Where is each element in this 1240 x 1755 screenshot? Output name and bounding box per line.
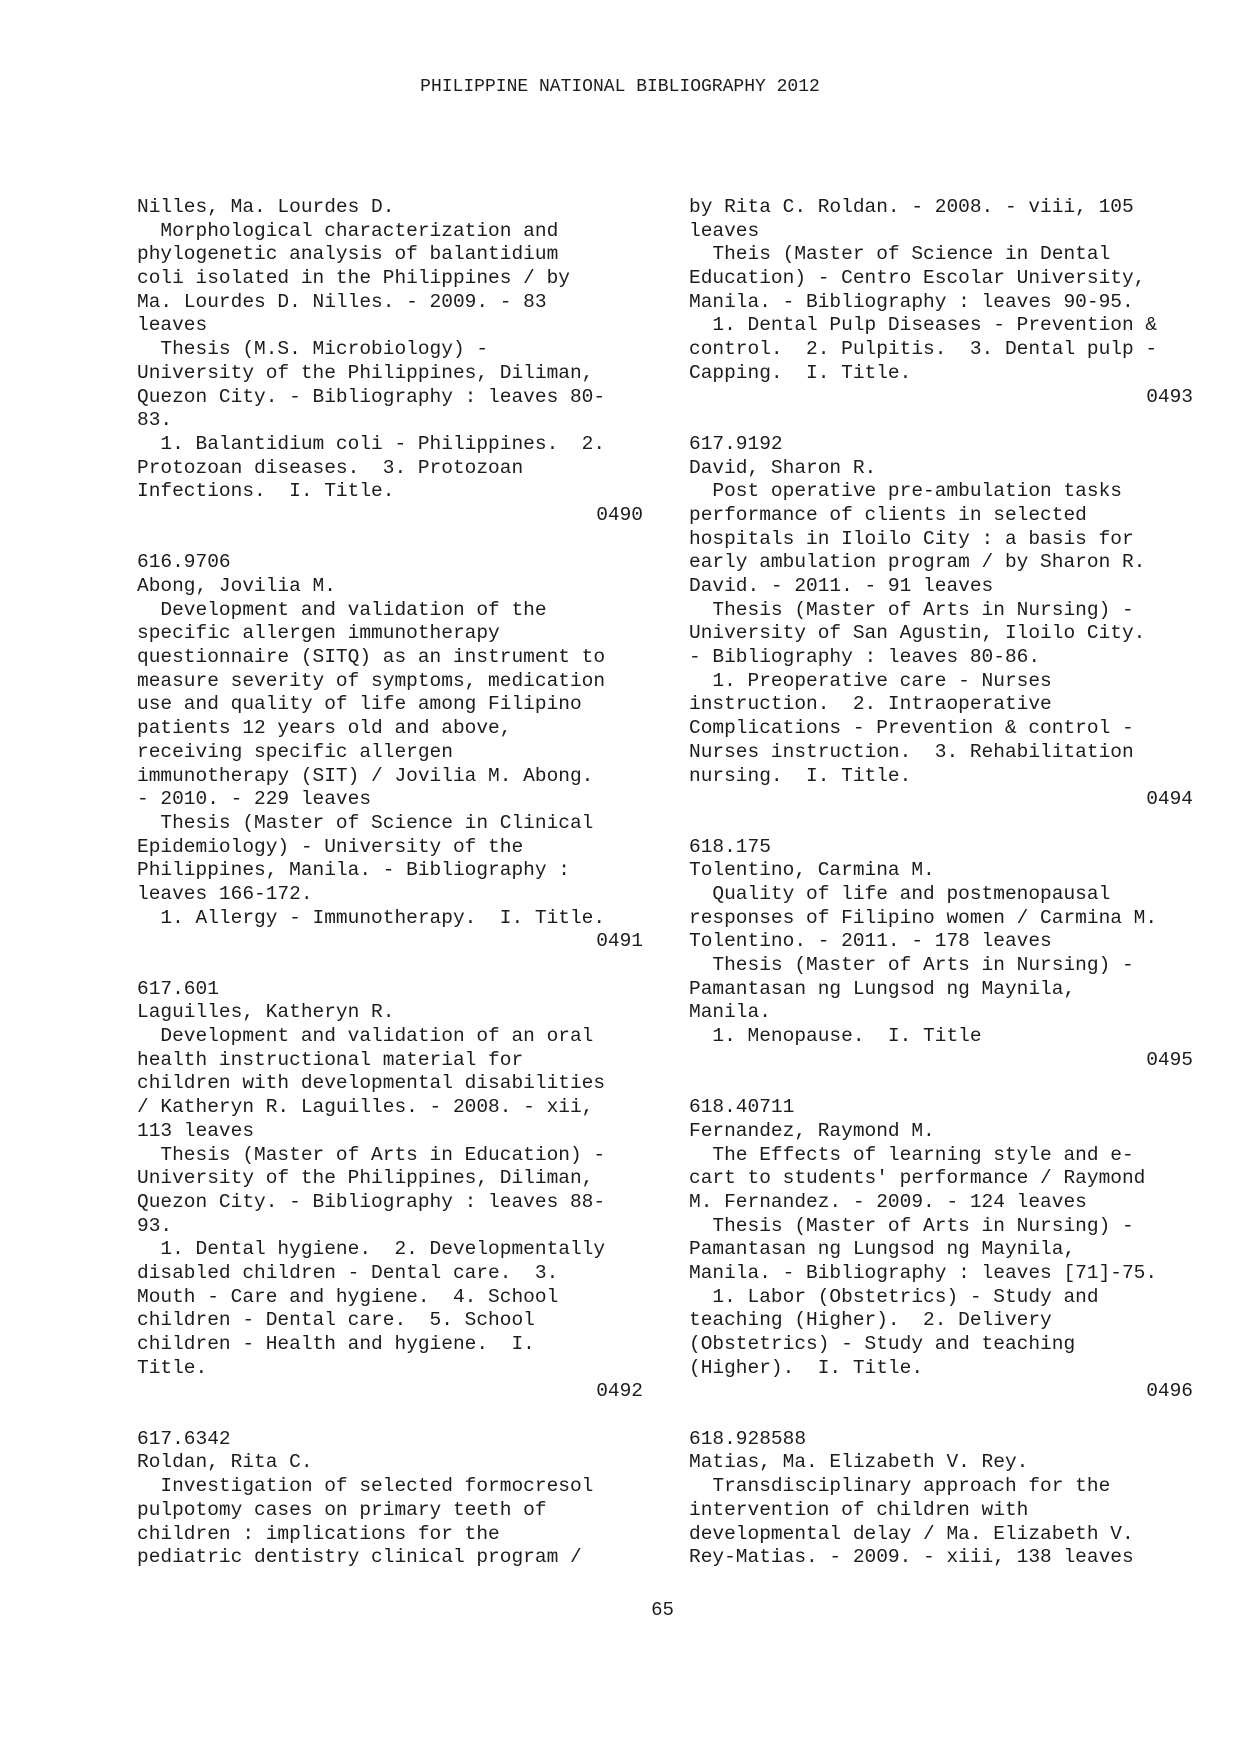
text-line: University of San Agustin, Iloilo City.: [689, 622, 1146, 645]
text-line: Manila.: [689, 1001, 771, 1024]
text-line: specific allergen immunotherapy: [137, 622, 500, 645]
text-line: patients 12 years old and above,: [137, 717, 512, 740]
text-line: Epidemiology) - University of the: [137, 835, 524, 858]
left-column: [137, 196, 643, 1570]
text-line: Thesis (Master of Arts in Nursing) -: [689, 1214, 1134, 1237]
text-line: Philippines, Manila. - Bibliography :: [137, 859, 570, 882]
text-line: Complications - Prevention & control -: [689, 717, 1134, 740]
entry-number-text: 0496: [1146, 1380, 1193, 1403]
right-column: [689, 196, 1193, 1570]
text-line: receiving specific allergen: [137, 740, 453, 763]
text-line: Investigation of selected formocresol: [137, 1475, 594, 1498]
text-line: David. - 2011. - 91 leaves: [689, 575, 994, 597]
entry-number: [137, 504, 643, 528]
text-line: responses of Filipino women / Carmina M.: [689, 906, 1158, 929]
text-line: 1. Allergy - Immunotherapy. I. Title.: [137, 906, 606, 929]
text-line: Roldan, Rita C.: [137, 1451, 313, 1474]
text-line: - 2010. - 229 leaves: [137, 788, 372, 811]
text-line: performance of clients in selected: [689, 503, 1087, 526]
text-line: use and quality of life among Filipino: [137, 693, 582, 716]
text-line: 93.: [137, 1214, 173, 1237]
text-line: Abong, Jovilia M.: [137, 575, 336, 597]
text-line: University of the Philippines, Diliman,: [137, 361, 594, 384]
text-line: Thesis (Master of Science in Clinical: [137, 811, 594, 834]
text-line: teaching (Higher). 2. Delivery: [689, 1309, 1052, 1332]
text-line: (Obstetrics) - Study and teaching: [689, 1333, 1076, 1355]
text-line: 617.601: [137, 977, 219, 1000]
text-line: Development and validation of the: [137, 598, 547, 621]
text-line: The Effects of learning style and e-: [689, 1143, 1134, 1166]
text-line: questionnaire (SITQ) as an instrument to: [137, 646, 606, 669]
text-line: 113 leaves: [137, 1119, 255, 1142]
entry-number-text: 0495: [1146, 1048, 1193, 1071]
text-line: Tolentino. - 2011. - 178 leaves: [689, 930, 1052, 953]
entry-number: [689, 788, 1193, 812]
text-line: / Katheryn R. Laguilles. - 2008. - xii,: [137, 1096, 594, 1119]
text-line: health instructional material for: [137, 1048, 524, 1071]
text-line: Manila. - Bibliography : leaves 90-95.: [689, 290, 1134, 313]
text-line: by Rita C. Roldan. - 2008. - viii, 105: [689, 196, 1134, 218]
text-line: 618.928588: [689, 1427, 807, 1450]
text-line: nursing. I. Title.: [689, 764, 912, 787]
text-line: Thesis (Master of Arts in Education) -: [137, 1143, 606, 1166]
text-line: Protozoan diseases. 3. Protozoan: [137, 456, 524, 479]
text-line: 1. Menopause. I. Title: [689, 1025, 982, 1048]
page-number: 65: [651, 1599, 674, 1621]
text-line: Mouth - Care and hygiene. 4. School: [137, 1285, 559, 1308]
blank-line: [689, 812, 1193, 836]
text-line: Ma. Lourdes D. Nilles. - 2009. - 83: [137, 290, 547, 313]
text-line: leaves: [137, 314, 208, 337]
entry-number: [137, 930, 643, 954]
text-line: cart to students' performance / Raymond: [689, 1167, 1146, 1190]
text-line: David, Sharon R.: [689, 456, 877, 479]
text-line: - Bibliography : leaves 80-86.: [689, 646, 1041, 669]
entry-number: [137, 1380, 643, 1404]
text-line: Quality of life and postmenopausal: [689, 882, 1111, 905]
text-line: Nurses instruction. 3. Rehabilitation: [689, 740, 1134, 763]
blank-line: [137, 1404, 643, 1428]
text-line: developmental delay / Ma. Elizabeth V.: [689, 1522, 1134, 1545]
text-line: University of the Philippines, Diliman,: [137, 1167, 594, 1190]
text-line: control. 2. Pulpitis. 3. Dental pulp -: [689, 338, 1158, 361]
text-line: leaves: [689, 219, 760, 242]
blank-line: [137, 954, 643, 978]
text-line: children with developmental disabilities: [137, 1072, 606, 1095]
text-line: Pamantasan ng Lungsod ng Maynila,: [689, 1238, 1076, 1261]
blank-line: [689, 1404, 1193, 1428]
text-line: instruction. 2. Intraoperative: [689, 693, 1052, 716]
text-line: Capping. I. Title.: [689, 361, 912, 384]
text-line: Thesis (M.S. Microbiology) -: [137, 338, 489, 361]
text-line: 1. Balantidium coli - Philippines. 2.: [137, 432, 606, 455]
text-line: Tolentino, Carmina M.: [689, 859, 935, 882]
text-line: early ambulation program / by Sharon R.: [689, 551, 1146, 574]
text-line: 1. Dental Pulp Diseases - Prevention &: [689, 314, 1158, 337]
entry-number: [689, 1380, 1193, 1404]
text-line: 618.40711: [689, 1096, 795, 1119]
text-line: pediatric dentistry clinical program /: [137, 1546, 582, 1569]
entry-number-text: 0494: [1146, 788, 1193, 811]
text-line: Theis (Master of Science in Dental: [689, 243, 1111, 266]
text-line: M. Fernandez. - 2009. - 124 leaves: [689, 1190, 1087, 1213]
blank-line: [689, 409, 1193, 433]
text-line: Transdisciplinary approach for the: [689, 1475, 1111, 1498]
text-line: Post operative pre-ambulation tasks: [689, 480, 1122, 503]
entry-number-text: 0490: [596, 503, 643, 526]
text-line: Pamantasan ng Lungsod ng Maynila,: [689, 977, 1076, 1000]
blank-line: [137, 528, 643, 552]
text-line: 616.9706: [137, 551, 231, 574]
text-line: Title.: [137, 1356, 208, 1379]
text-line: (Higher). I. Title.: [689, 1356, 924, 1379]
entry-number-text: 0492: [596, 1380, 643, 1403]
text-line: 1. Labor (Obstetrics) - Study and: [689, 1285, 1099, 1308]
text-line: phylogenetic analysis of balantidium: [137, 243, 559, 266]
text-line: 83.: [137, 409, 173, 432]
text-line: children : implications for the: [137, 1522, 500, 1545]
text-line: Education) - Centro Escolar University,: [689, 267, 1146, 290]
text-line: pulpotomy cases on primary teeth of: [137, 1498, 547, 1521]
text-line: leaves 166-172.: [137, 882, 313, 905]
blank-line: [689, 1072, 1193, 1096]
text-line: intervention of children with: [689, 1498, 1029, 1521]
text-line: children - Health and hygiene. I.: [137, 1333, 535, 1355]
entry-number-text: 0493: [1146, 385, 1193, 408]
text-line: Nilles, Ma. Lourdes D.: [137, 196, 395, 218]
text-line: 1. Preoperative care - Nurses: [689, 669, 1052, 692]
text-line: Thesis (Master of Arts in Nursing) -: [689, 954, 1134, 976]
entry-number: [689, 386, 1193, 410]
text-line: Matias, Ma. Elizabeth V. Rey.: [689, 1451, 1029, 1474]
text-line: Quezon City. - Bibliography : leaves 88-: [137, 1190, 606, 1213]
text-line: 1. Dental hygiene. 2. Developmentally: [137, 1238, 606, 1261]
text-line: Rey-Matias. - 2009. - xiii, 138 leaves: [689, 1546, 1134, 1569]
text-line: Quezon City. - Bibliography : leaves 80-: [137, 385, 606, 408]
text-line: children - Dental care. 5. School: [137, 1309, 535, 1332]
text-line: Fernandez, Raymond M.: [689, 1119, 935, 1142]
text-line: coli isolated in the Philippines / by: [137, 267, 570, 290]
text-line: immunotherapy (SIT) / Jovilia M. Abong.: [137, 764, 594, 787]
text-line: Thesis (Master of Arts in Nursing) -: [689, 598, 1134, 621]
text-line: Laguilles, Katheryn R.: [137, 1001, 395, 1024]
text-line: Infections. I. Title.: [137, 480, 395, 503]
text-line: 618.175: [689, 835, 771, 858]
text-line: hospitals in Iloilo City : a basis for: [689, 527, 1134, 550]
page-header: PHILIPPINE NATIONAL BIBLIOGRAPHY 2012: [420, 77, 820, 97]
text-line: measure severity of symptoms, medication: [137, 669, 606, 692]
text-line: 617.9192: [689, 432, 783, 455]
text-line: 617.6342: [137, 1427, 231, 1450]
text-line: Morphological characterization and: [137, 219, 559, 242]
entry-number: [689, 1049, 1193, 1073]
text-line: Development and validation of an oral: [137, 1025, 594, 1048]
text-line: Manila. - Bibliography : leaves [71]-75.: [689, 1261, 1158, 1284]
text-line: disabled children - Dental care. 3.: [137, 1261, 559, 1284]
entry-number-text: 0491: [596, 930, 643, 953]
